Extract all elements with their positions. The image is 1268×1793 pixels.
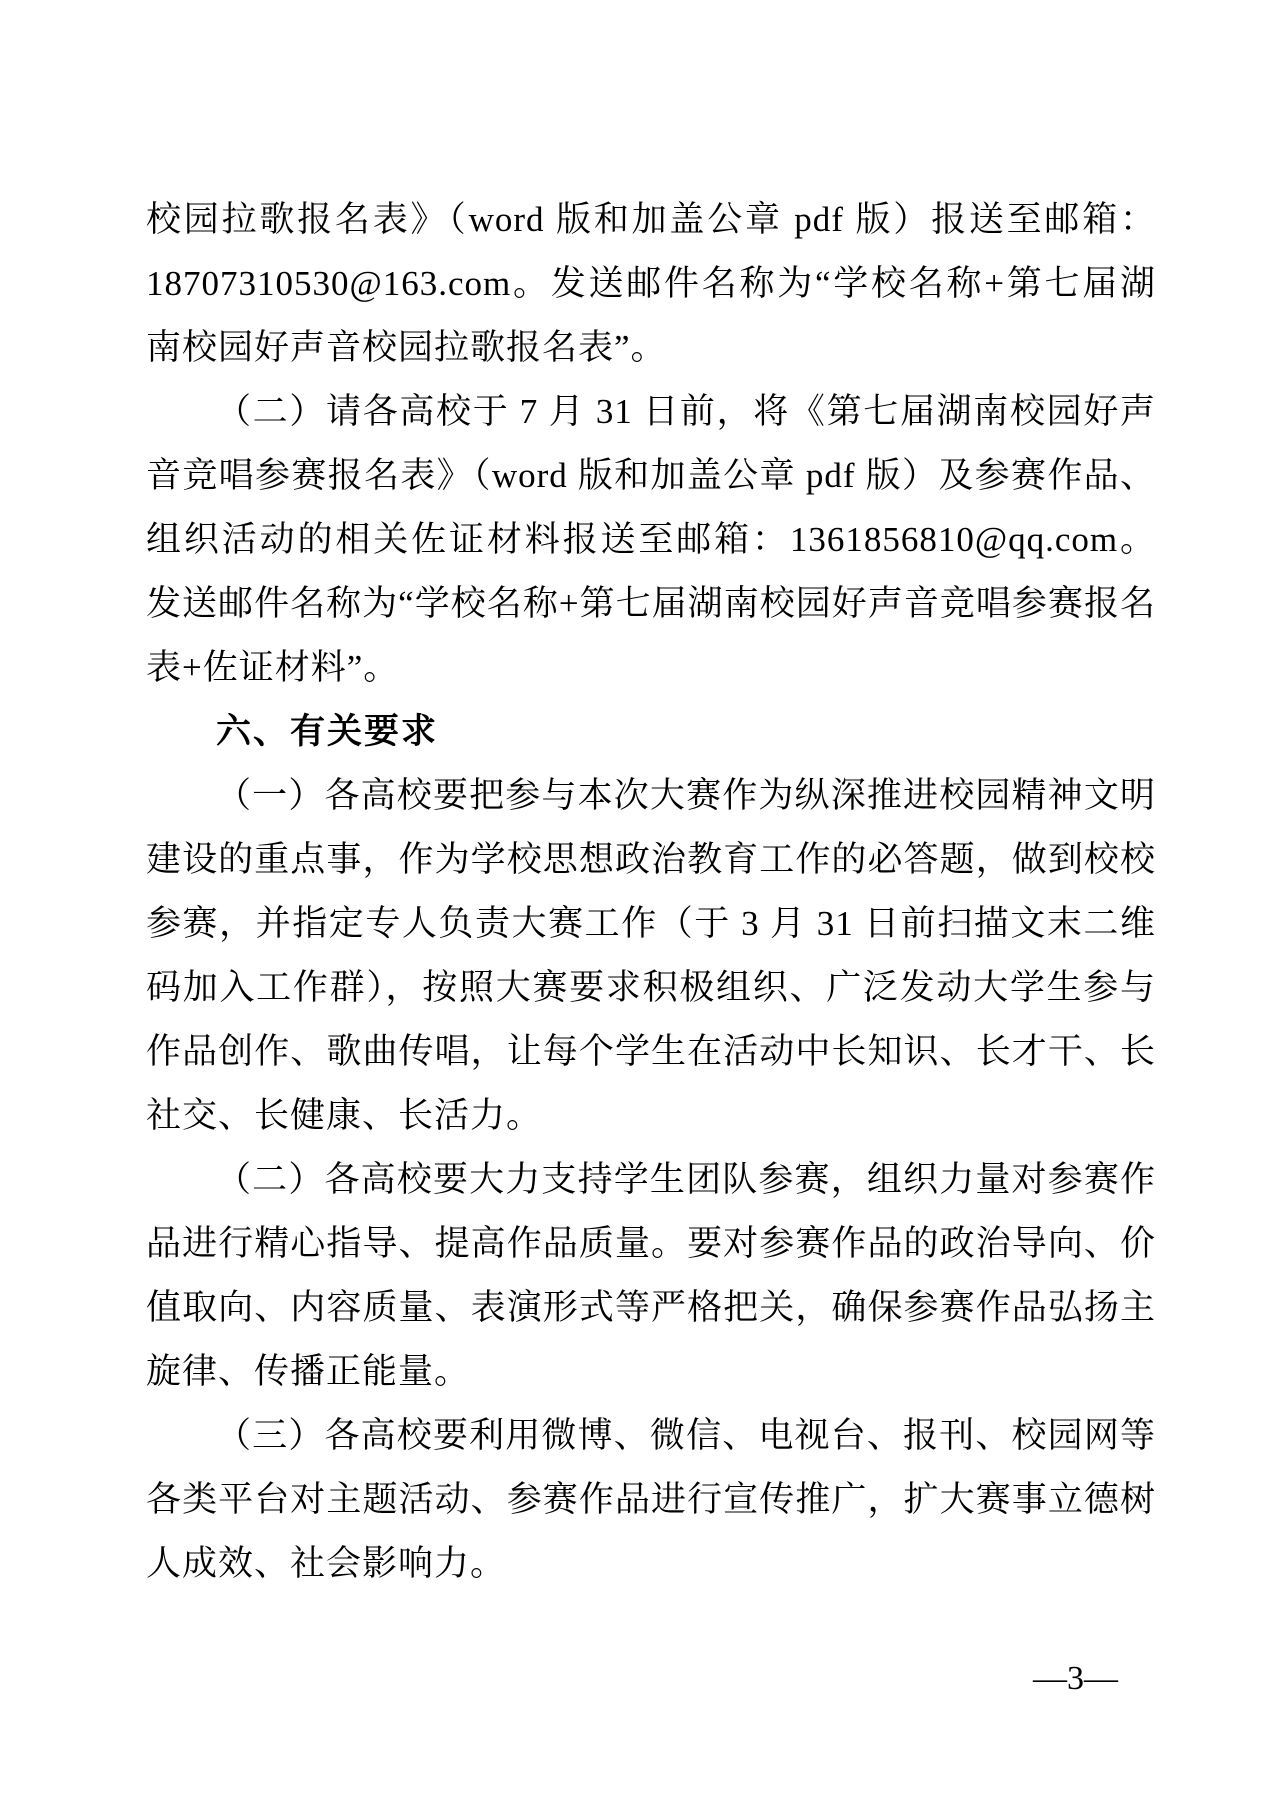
paragraph-lage-registration-continuation: 校园拉歌报名表》（word 版和加盖公章 pdf 版）报送至邮箱：18707310530@163.com。发送邮件名称为“学校名称+第七届湖南校园好声音校园拉歌报名表”。: [146, 200, 1156, 367]
paragraph-requirement-3: （三）各高校要利用微博、微信、电视台、报刊、校园网等各类平台对主题活动、参赛作品进行宣传推广，扩大赛事立德树人成效、社会影响力。: [146, 1416, 1156, 1583]
paragraph-jingchang-submission: （二）请各高校于 7 月 31 日前，将《第七届湖南校园好声音竞唱参赛报名表》（word 版和加盖公章 pdf 版）及参赛作品、组织活动的相关佐证材料报送至邮箱：1361856810@qq.com。发送邮件名称为“学校名称+第七届湖南校园好声音竞唱参赛报名表+佐证材料”。: [146, 392, 1156, 687]
paragraph-requirement-2: （二）各高校要大力支持学生团队参赛，组织力量对参赛作品进行精心指导、提高作品质量。要对参赛作品的政治导向、价值取向、内容质量、表演形式等严格把关，确保参赛作品弘扬主旋律、传播正能量。: [146, 1160, 1156, 1391]
section-heading-requirements: 六、有关要求: [216, 712, 439, 751]
page-content: [146, 188, 1156, 1596]
page-number: —3—: [1033, 1660, 1118, 1697]
paragraph-requirement-1: （一）各高校要把参与本次大赛作为纵深推进校园精神文明建设的重点事，作为学校思想政治教育工作的必答题，做到校校参赛，并指定专人负责大赛工作（于 3 月 31 日前扫描文末二维码加入工作群），按照大赛要求积极组织、广泛发动大学生参与作品创作、歌曲传唱，让每个学生在活动中长知识、长才干、长社交、长健康、长活力。: [146, 776, 1156, 1135]
